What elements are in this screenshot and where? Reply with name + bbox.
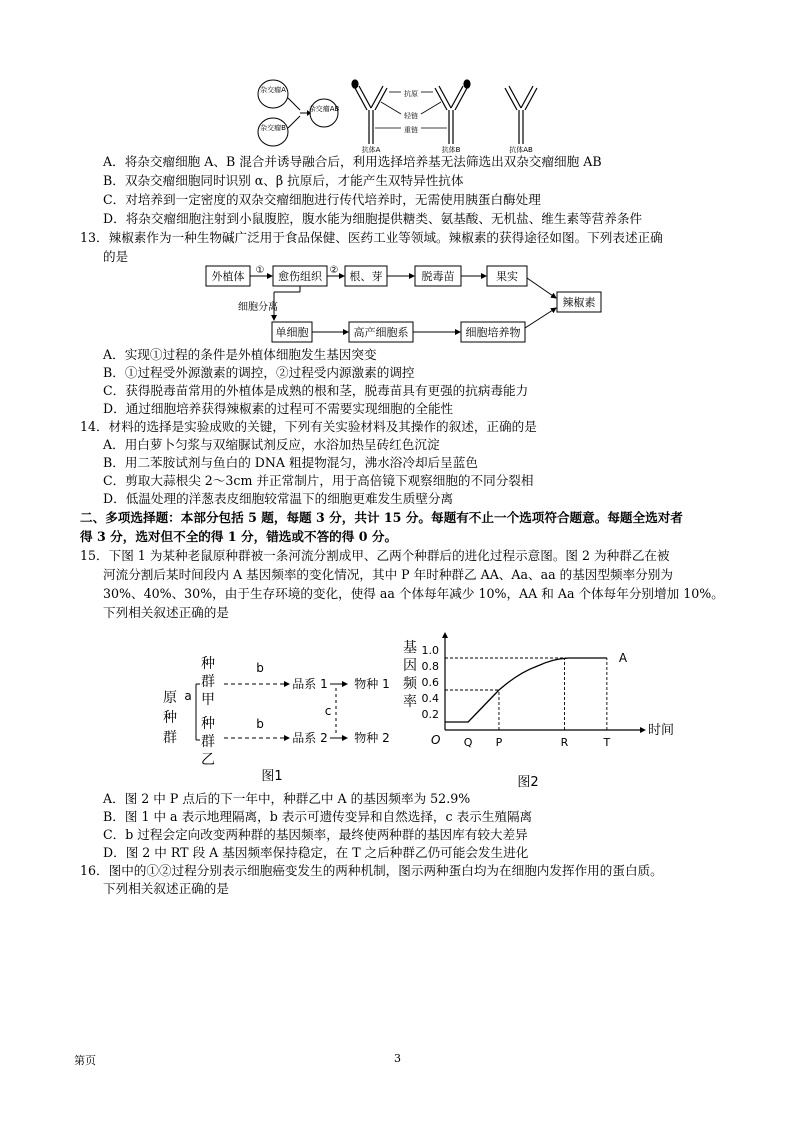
x-tick-label: T xyxy=(603,736,611,749)
q14-option-c: C．剪取大蒜根尖 2～3cm 并正常制片，用于高倍镜下观察细胞的不同分裂相 xyxy=(103,473,534,488)
svg-text:a: a xyxy=(184,689,192,703)
y-axis-label-char: 频 xyxy=(403,676,417,692)
svg-text:抗体B: 抗体B xyxy=(441,146,461,154)
x-axis-arrow xyxy=(640,727,646,733)
svg-text:群: 群 xyxy=(201,674,215,690)
svg-text:图1: 图1 xyxy=(261,769,283,784)
q14-stem: 14．材料的选择是实验成败的关键，下列有关实验材料及其操作的叙述，正确的是 xyxy=(80,419,537,434)
svg-text:杂交瘤B: 杂交瘤B xyxy=(260,124,286,132)
y-axis-label-char: 基 xyxy=(403,640,417,656)
figure1-speciation xyxy=(160,648,400,788)
q14-option-a: A．用白萝卜匀浆与双缩脲试剂反应，水浴加热呈砖红色沉淀 xyxy=(103,437,440,452)
series-label: A xyxy=(618,651,628,665)
x-tick-label: Q xyxy=(463,736,473,749)
svg-text:种: 种 xyxy=(201,716,215,732)
x-tick-label: P xyxy=(495,736,503,749)
svg-text:乙: 乙 xyxy=(201,752,215,768)
q13-option-c: C．获得脱毒苗常用的外植体是成熟的根和茎，脱毒苗具有更强的抗病毒能力 xyxy=(103,383,529,398)
series-line xyxy=(445,658,607,722)
svg-text:①: ① xyxy=(255,265,265,276)
svg-text:单细胞: 单细胞 xyxy=(275,326,309,339)
svg-text:b: b xyxy=(256,717,264,731)
y-axis-label-char: 率 xyxy=(403,694,417,710)
svg-text:b: b xyxy=(256,661,264,675)
cell-b xyxy=(258,118,288,146)
svg-text:物种 2: 物种 2 xyxy=(354,731,390,745)
svg-text:根、芽: 根、芽 xyxy=(349,270,383,283)
origin-label: O xyxy=(431,733,441,747)
y-tick-label: 0.6 xyxy=(421,676,439,689)
capsaicin-flowchart xyxy=(200,262,620,346)
svg-text:杂交瘤AB: 杂交瘤AB xyxy=(308,105,340,113)
svg-text:愈伤组织: 愈伤组织 xyxy=(278,270,322,283)
svg-text:抗体A: 抗体A xyxy=(361,146,381,154)
y-tick-label: 0.8 xyxy=(421,660,439,673)
q15-option-d: D．图 2 中 RT 段 A 基因频率保持稳定，在 T 之后种群乙仍可能会发生进化 xyxy=(103,845,529,860)
q13-option-a: A．实现①过程的条件是外植体细胞发生基因突变 xyxy=(103,347,377,362)
y-axis-arrow xyxy=(442,632,448,638)
svg-text:②: ② xyxy=(329,265,339,276)
svg-text:脱毒苗: 脱毒苗 xyxy=(421,270,455,283)
svg-text:c: c xyxy=(324,704,332,718)
q13-option-b: B．①过程受外源激素的调控，②过程受内源激素的调控 xyxy=(103,365,415,380)
svg-text:辣椒素: 辣椒素 xyxy=(562,296,596,309)
q15-stem: 15．下图 1 为某种老鼠原种群被一条河流分割成甲、乙两个种群后的进化过程示意图。图 2 为种群乙在被 xyxy=(80,548,670,563)
q12-option-d: D．将杂交瘤细胞注射到小鼠腹腔，腹水能为细胞提供糖类、氨基酸、无机盐、维生素等营养条件 xyxy=(103,211,643,226)
x-axis-label: 时间 xyxy=(648,723,675,738)
q12-option-c: C．对培养到一定密度的双杂交瘤细胞进行传代培养时，无需使用胰蛋白酶处理 xyxy=(103,192,541,207)
section2-heading-2: 得 3 分，选对但不全的得 1 分，错选或不答的得 0 分。 xyxy=(80,529,398,544)
svg-text:高产细胞系: 高产细胞系 xyxy=(353,326,409,339)
antibody-a xyxy=(352,80,387,144)
q15-option-b: B．图 1 中 a 表示地理隔离，b 表示可遗传变异和自然选择，c 表示生殖隔离 xyxy=(103,809,533,824)
svg-text:细胞培养物: 细胞培养物 xyxy=(465,326,521,339)
q13-stem-2: 的是 xyxy=(103,249,129,264)
antibody-ab xyxy=(505,86,537,144)
svg-text:抗原: 抗原 xyxy=(404,90,418,98)
svg-text:种: 种 xyxy=(201,656,215,672)
svg-text:种: 种 xyxy=(163,710,177,726)
svg-text:细胞分离: 细胞分离 xyxy=(238,302,278,313)
y-axis-label-char: 因 xyxy=(403,658,417,674)
svg-text:群: 群 xyxy=(201,734,215,750)
svg-text:外植体: 外植体 xyxy=(211,270,245,283)
svg-text:群: 群 xyxy=(163,730,177,746)
q14-option-b: B．用二苯胺试剂与鱼白的 DNA 粗提物混匀，沸水浴冷却后呈蓝色 xyxy=(103,455,478,470)
q15-option-c: C．b 过程会定向改变两种群的基因频率，最终使两种群的基因库有较大差异 xyxy=(103,827,528,842)
svg-text:果实: 果实 xyxy=(496,270,518,283)
q13-stem: 13．辣椒素作为一种生物碱广泛用于食品保健、医药工业等领域。辣椒素的获得途径如图。下列表述正确 xyxy=(80,230,663,245)
svg-text:原: 原 xyxy=(163,690,177,706)
svg-text:物种 1: 物种 1 xyxy=(354,677,390,691)
svg-text:甲: 甲 xyxy=(201,692,215,708)
q16-stem: 16．图中的①②过程分别表示细胞癌变发生的两种机制，图示两种蛋白均为在细胞内发挥作用的蛋白质。 xyxy=(80,863,663,878)
antibody-b xyxy=(435,80,470,144)
q15-stem-4: 下列相关叙述正确的是 xyxy=(103,605,229,620)
y-tick-label: 1.0 xyxy=(421,644,439,657)
q16-stem-2: 下列相关叙述正确的是 xyxy=(103,881,229,896)
section2-heading: 二、多项选择题：本部分包括 5 题，每题 3 分，共计 15 分。每题有不止一个选项符合题意。每题全选对者 xyxy=(80,510,683,525)
q13-option-d: D．通过细胞培养获得辣椒素的过程可不需要实现细胞的全能性 xyxy=(103,401,454,416)
cell-ab xyxy=(309,99,340,127)
q15-option-a: A．图 2 中 P 点后的下一年中，种群乙中 A 的基因频率为 52.9% xyxy=(103,791,471,806)
footer-label: 第页 xyxy=(74,1054,96,1067)
page-number: 3 xyxy=(394,1052,401,1065)
hybridoma-figure xyxy=(255,72,555,158)
x-tick-label: R xyxy=(560,736,569,749)
svg-text:品系 2: 品系 2 xyxy=(292,731,328,745)
q15-stem-3: 30%、40%、30%，由于生存环境的变化，使得 aa 个体每年减少 10%，AA 和 Aa 个体每年分别增加 10%。 xyxy=(103,586,724,601)
svg-text:抗体AB: 抗体AB xyxy=(509,146,533,154)
svg-text:杂交瘤A: 杂交瘤A xyxy=(260,86,286,94)
q12-option-b: B．双杂交瘤细胞同时识别 α、β 抗原后，才能产生双特异性抗体 xyxy=(103,173,464,188)
figure2-gene-frequency-chart xyxy=(400,630,675,790)
chart-caption: 图2 xyxy=(517,775,539,790)
svg-text:轻链: 轻链 xyxy=(404,112,418,120)
y-tick-label: 0.2 xyxy=(421,708,439,721)
svg-text:重链: 重链 xyxy=(404,126,418,134)
cell-a xyxy=(258,80,288,108)
q14-option-d: D．低温处理的洋葱表皮细胞较常温下的细胞更难发生质壁分离 xyxy=(103,491,454,506)
q15-stem-2: 河流分割后某时间段内 A 基因频率的变化情况，其中 P 年时种群乙 AA、Aa、aa 的基因型频率分别为 xyxy=(103,567,673,582)
q12-option-a: A．将杂交瘤细胞 A、B 混合并诱导融合后，利用选择培养基无法筛选出双杂交瘤细胞 AB xyxy=(103,154,602,169)
svg-text:品系 1: 品系 1 xyxy=(292,677,328,691)
y-tick-label: 0.4 xyxy=(421,692,439,705)
